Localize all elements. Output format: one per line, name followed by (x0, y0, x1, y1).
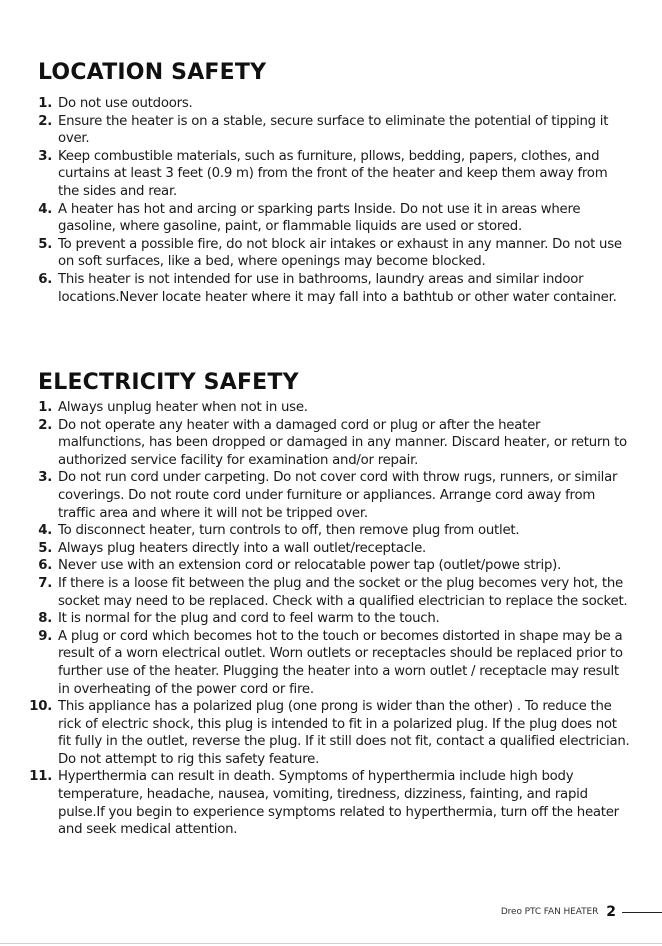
item-text: To prevent a possible fire, do not block air intakes or exhaust in any manner. Do not use on soft surfaces, like a bed, where openings may become blocked. (58, 236, 622, 270)
list-item (18, 557, 630, 575)
list-item (18, 113, 630, 148)
list-item (18, 522, 630, 540)
list-item (18, 201, 630, 236)
item-number: 4. (38, 523, 52, 539)
item-number: 8. (38, 611, 52, 627)
list-item (18, 540, 630, 558)
item-text: Always plug heaters directly into a wall outlet/receptacle. (58, 540, 427, 556)
location-safety-heading: LOCATION SAFETY (38, 60, 267, 85)
list-item (18, 575, 630, 610)
item-text: Hyperthermia can result in death. Symptoms of hyperthermia include high body temperature, headache, nausea, vomiting, tiredness, dizziness, fainting, and rapid pulse.If you begin to experience symptoms related to hyperthermia, turn off the heater and seek medical attention. (58, 769, 619, 838)
item-number: 9. (38, 628, 52, 644)
item-text: If there is a loose fit between the plug and the socket or the plug becomes very hot, the socket may need to be replaced. Check with a qualified electrician to replace the socket. (58, 575, 628, 609)
list-item (18, 399, 630, 417)
item-text: Ensure the heater is on a stable, secure surface to eliminate the potential of tipping it over. (58, 113, 609, 147)
list-item (18, 698, 630, 768)
item-number: 6. (38, 271, 52, 287)
footer-product-name: Dreo PTC FAN HEATER (500, 907, 599, 917)
item-number: 5. (38, 540, 52, 556)
item-text: This heater is not intended for use in bathrooms, laundry areas and similar indoor locations.Never locate heater where it may fall into a bathtub or other water container. (58, 271, 617, 305)
item-text: To disconnect heater, turn controls to off, then remove plug from outlet. (58, 523, 520, 539)
page-number: 2 (606, 904, 616, 920)
list-item (18, 469, 630, 522)
list-item (18, 610, 630, 628)
bottom-divider (0, 943, 662, 944)
item-text: This appliance has a polarized plug (one prong is wider than the other) . To reduce the rick of electric shock, this plug is intended to fit in a polarized plug. If the plug does not fit fully in the outlet, reverse the plug. If it still does not fit, contact a qualified electrician. Do not attempt to rig this safety feature. (58, 699, 630, 767)
item-number: 3. (38, 470, 52, 486)
item-text: Do not operate any heater with a damaged cord or plug or after the heater malfunctions, has been dropped or damaged in any manner. Discard heater, or return to authorized service facility for examination and/or repair. (58, 417, 627, 468)
item-number: 6. (38, 558, 52, 574)
item-text: Do not run cord under carpeting. Do not cover cord with throw rugs, runners, or similar coverings. Do not route cord under furniture or appliances. Arrange cord away from traffic area and where it will not be tripped over. (58, 470, 618, 521)
item-number: 4. (38, 201, 52, 217)
list-item (18, 236, 630, 271)
item-text: Always unplug heater when not in use. (58, 400, 308, 415)
item-number: 10. (29, 699, 52, 715)
list-item (18, 768, 630, 838)
item-number: 5. (38, 236, 52, 252)
item-number: 1. (38, 96, 52, 111)
list-item (18, 271, 630, 306)
electricity-safety-list (18, 399, 630, 839)
page-footer (501, 904, 662, 920)
item-text: A heater has hot and arcing or sparking parts Inside. Do not use it in areas where gasoline, where gasoline, paint, or flammable liquids are used or stored. (58, 201, 581, 235)
item-text: A plug or cord which becomes hot to the touch or becomes distorted in shape may be a result of a worn electrical outlet. Worn outlets or receptacles should be replaced prior to further use of the heater. Plugging the heater into a worn outlet / receptacle may result in overheating of the power cord or fire. (58, 628, 623, 697)
location-safety-list (18, 95, 630, 306)
item-number: 7. (38, 575, 52, 591)
item-text: Never use with an extension cord or relocatable power tap (outlet/powe strip). (58, 558, 562, 574)
list-item (18, 417, 630, 470)
item-text: It is normal for the plug and cord to feel warm to the touch. (58, 611, 440, 627)
item-number: 2. (38, 113, 52, 129)
item-text: Keep combustible materials, such as furniture, pllows, bedding, papers, clothes, and curtains at least 3 feet (0.9 m) from the front of the heater and keep them away from the sides and rear. (58, 148, 608, 199)
item-text: Do not use outdoors. (58, 96, 193, 111)
list-item (18, 148, 630, 201)
item-number: 3. (38, 148, 52, 164)
footer-rule (622, 912, 662, 913)
item-number: 11. (29, 769, 52, 785)
item-number: 1. (38, 400, 52, 415)
electricity-safety-heading: ELECTRICITY SAFETY (38, 370, 299, 395)
list-item (18, 628, 630, 698)
item-number: 2. (38, 417, 52, 433)
list-item (18, 95, 630, 113)
